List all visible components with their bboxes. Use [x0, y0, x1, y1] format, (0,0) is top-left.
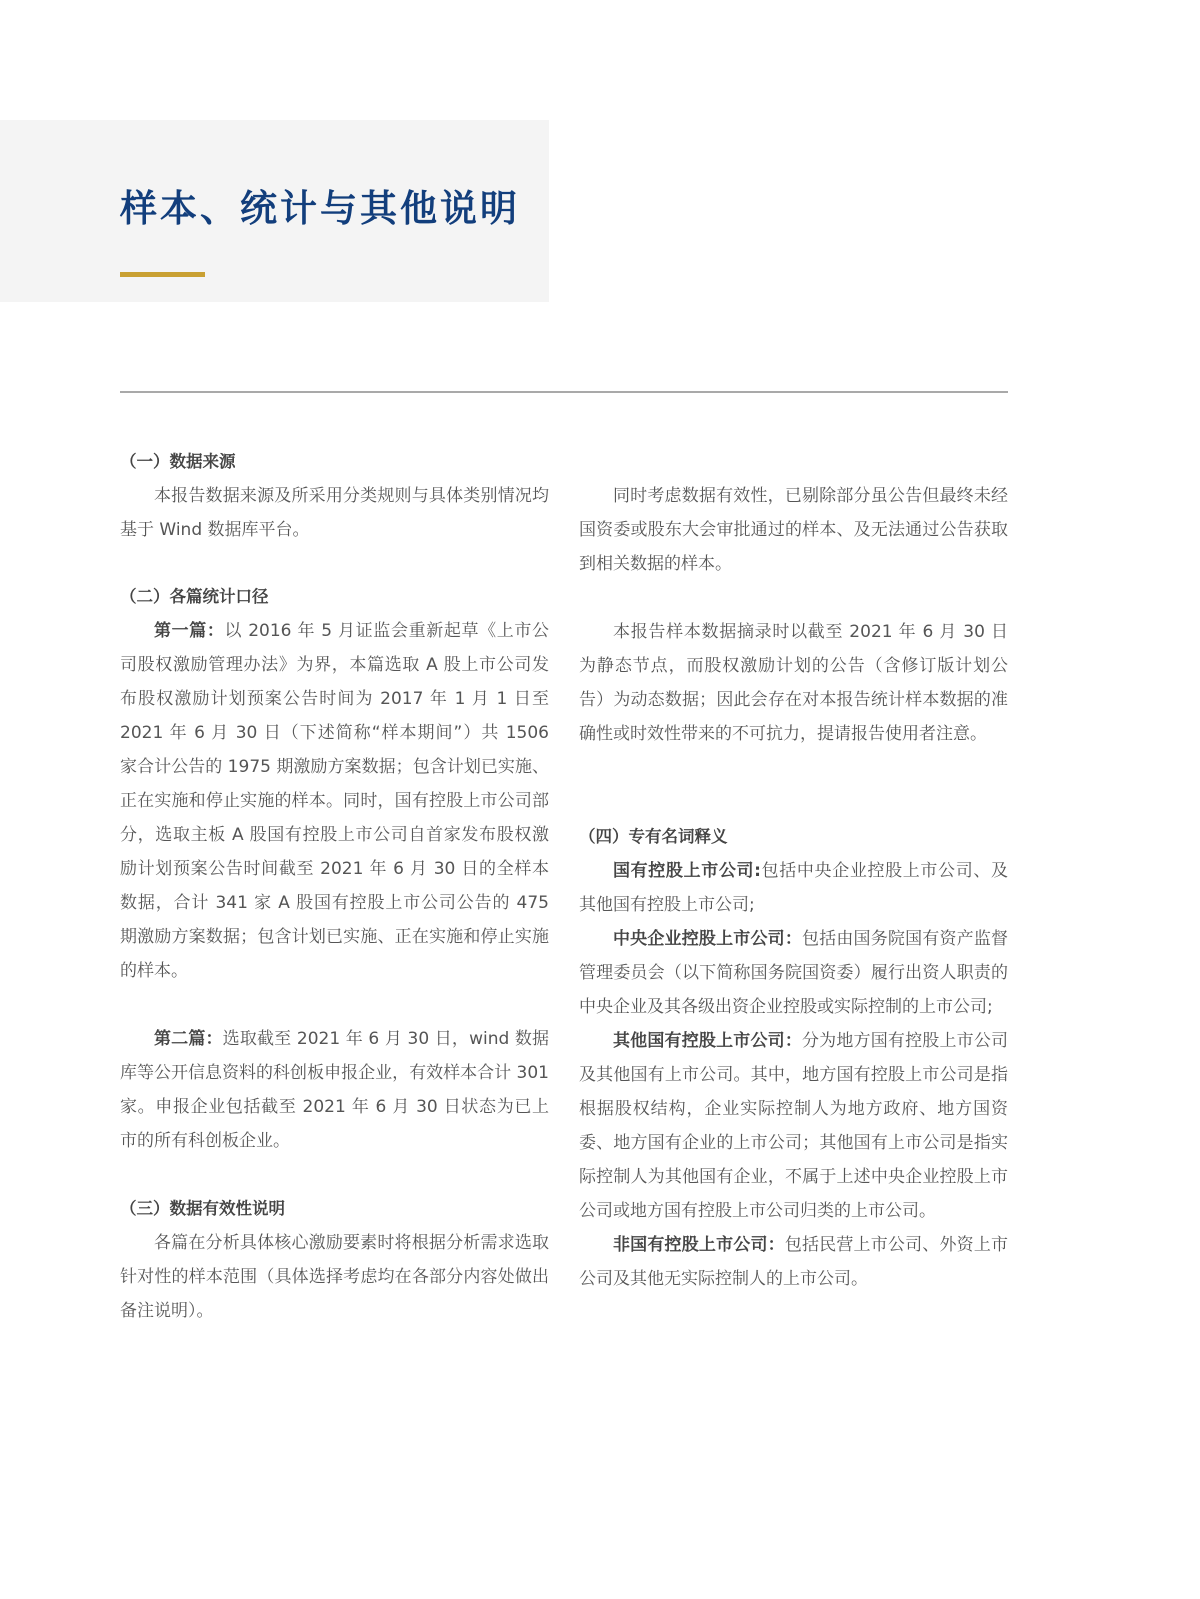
term: 其他国有控股上市公司： [613, 1031, 802, 1051]
glossary-item [579, 922, 1008, 1024]
term: 非国有控股上市公司： [613, 1235, 785, 1255]
section-heading: （三）数据有效性说明 [120, 1199, 285, 1218]
paragraph-text: 以 2016 年 5 月证监会重新起草《上市公司股权激励管理办法》为界，本篇选取 A 股上市公司发布股权激励计划预案公告时间为 2017 年 1 月 1 日至 2021 年 6 月 30 日（下述简称“样本期间”）共 1506 家合计公告的 1975 期激励方案数据；包含计划已实施、正在实施和停止实施的样本。同时，国有控股上市公司部分，选取主板 A 股国有控股上市公司自首家发布股权激励计划预案公告时间截至 2021 年 6 月 30 日的全样本数据，合计 341 家 A 股国有控股上市公司公告的 475 期激励方案数据；包含计划已实施、正在实施和停止实施的样本。 [120, 621, 550, 981]
definition: 分为地方国有控股上市公司及其他国有上市公司。其中，地方国有控股上市公司是指根据股权结构，企业实际控制人为地方政府、地方国资委、地方国有企业的上市公司；其他国有上市公司是指实际控制人为其他国有企业，不属于上述中央企业控股上市公司或地方国有控股上市公司归类的上市公司。 [579, 1031, 1008, 1221]
section-data-validity [120, 1192, 549, 1328]
paragraph-text: 选取截至 2021 年 6 月 30 日，wind 数据库等公开信息资料的科创板申报企业，有效样本合计 301 家。申报企业包括截至 2021 年 6 月 30 日状态为已上市的所有科创板企业。 [120, 1029, 549, 1151]
paragraph: 本报告数据来源及所采用分类规则与具体类别情况均基于 Wind 数据库平台。 [120, 486, 549, 540]
section-data-source [120, 445, 549, 547]
section-heading: （四）专有名词释义 [579, 827, 728, 846]
paragraph [120, 614, 549, 988]
paragraph [120, 1022, 549, 1158]
paragraph: 各篇在分析具体核心激励要素时将根据分析需求选取针对性的样本范围（具体选择考虑均在各部分内容处做出备注说明）。 [120, 1233, 549, 1321]
title-accent-bar [120, 272, 205, 277]
section-heading: （一）数据来源 [120, 452, 236, 471]
glossary-item [579, 1024, 1008, 1228]
definition: 包括中央企业控股上市公司、及其他国有控股上市公司; [579, 861, 1008, 915]
page-title: 样本、统计与其他说明 [120, 187, 520, 230]
glossary-item [579, 854, 1008, 922]
divider [120, 391, 1008, 393]
section-statistics-scope [120, 580, 549, 1158]
section-data-validity-cont [579, 479, 1008, 751]
term: 中央企业控股上市公司： [613, 929, 802, 949]
paragraph: 本报告样本数据摘录时以截至 2021 年 6 月 30 日为静态节点，而股权激励计划的公告（含修订版计划公告）为动态数据；因此会存在对本报告统计样本数据的准确性或时效性带来的不可抗力，提请报告使用者注意。 [579, 622, 1008, 744]
section-heading: （二）各篇统计口径 [120, 587, 269, 606]
section-glossary [579, 820, 1008, 1296]
definition: 包括由国务院国有资产监督管理委员会（以下简称国务院国资委）履行出资人职责的中央企业及其各级出资企业控股或实际控制的上市公司; [579, 929, 1008, 1017]
lead-term: 第一篇： [154, 621, 225, 641]
paragraph: 同时考虑数据有效性，已剔除部分虽公告但最终未经国资委或股东大会审批通过的样本、及无法通过公告获取到相关数据的样本。 [579, 486, 1008, 574]
definition: 包括民营上市公司、外资上市公司及其他无实际控制人的上市公司。 [579, 1235, 1009, 1289]
glossary-item [579, 1228, 1008, 1296]
term: 国有控股上市公司: [613, 861, 761, 881]
lead-term: 第二篇： [154, 1029, 223, 1049]
